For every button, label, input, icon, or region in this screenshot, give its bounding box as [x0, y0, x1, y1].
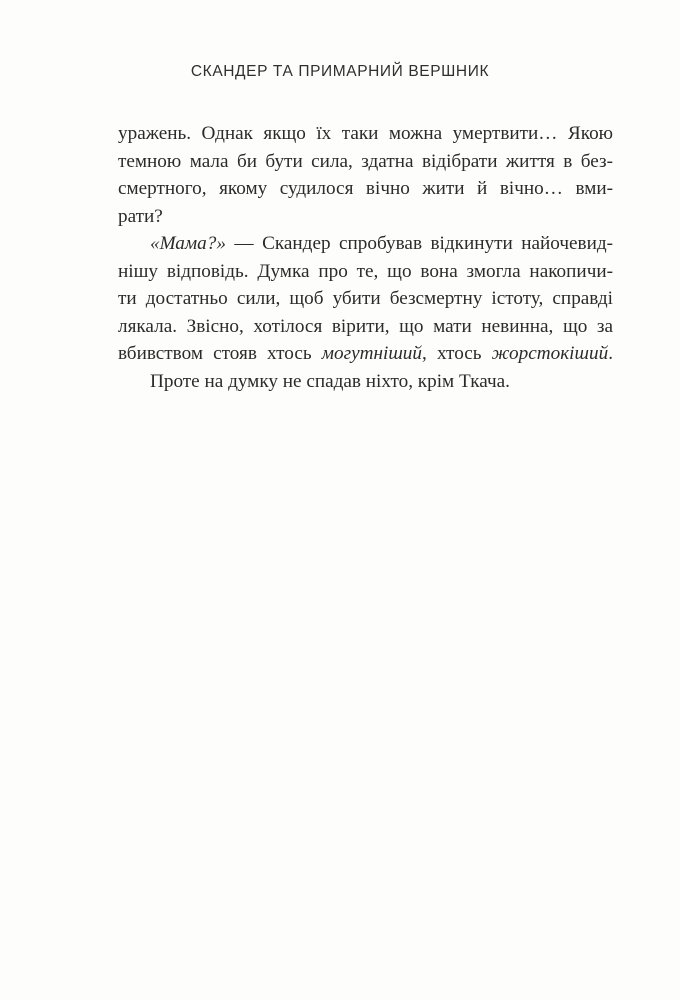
italic-word: жорстокіший — [491, 343, 609, 364]
text-line: ти достатньо сили, щоб убити безсмертну істоту, справді — [118, 288, 613, 309]
italic-quote: «Мама?» — [150, 233, 226, 254]
text-run: — Скандер спробував відкинути найочевид- — [225, 233, 613, 254]
text-run: . — [608, 343, 613, 364]
text-line: рати? — [118, 205, 163, 227]
text-line: нішу відповідь. Думка про те, що вона змогла накопичи- — [118, 260, 613, 282]
paragraph-1 — [118, 120, 613, 230]
text-line: уражень. Однак якщо їх таки можна умертвити… Якою — [118, 123, 613, 144]
text-line: темною мала би бути сила, здатна відібрати життя в без- — [118, 150, 613, 172]
text-line: Проте на думку не спадав ніхто, крім Ткача. — [150, 370, 510, 392]
paragraph-2 — [118, 230, 613, 368]
text-line: лякала. Звісно, хотілося вірити, що мати невинна, що за — [118, 315, 613, 337]
text-run: вбивством стояв хтось — [118, 343, 322, 364]
text-run: , хтось — [422, 343, 492, 364]
paragraph-3 — [118, 368, 613, 396]
text-line — [118, 230, 613, 258]
italic-word: могутніший — [321, 343, 422, 364]
text-line: смертного, якому судилося вічно жити й вічно… вми- — [118, 178, 613, 199]
text-line — [118, 340, 613, 368]
running-head: СКАНДЕР ТА ПРИМАРНИЙ ВЕРШНИК — [190, 63, 490, 80]
body-text — [118, 120, 613, 395]
